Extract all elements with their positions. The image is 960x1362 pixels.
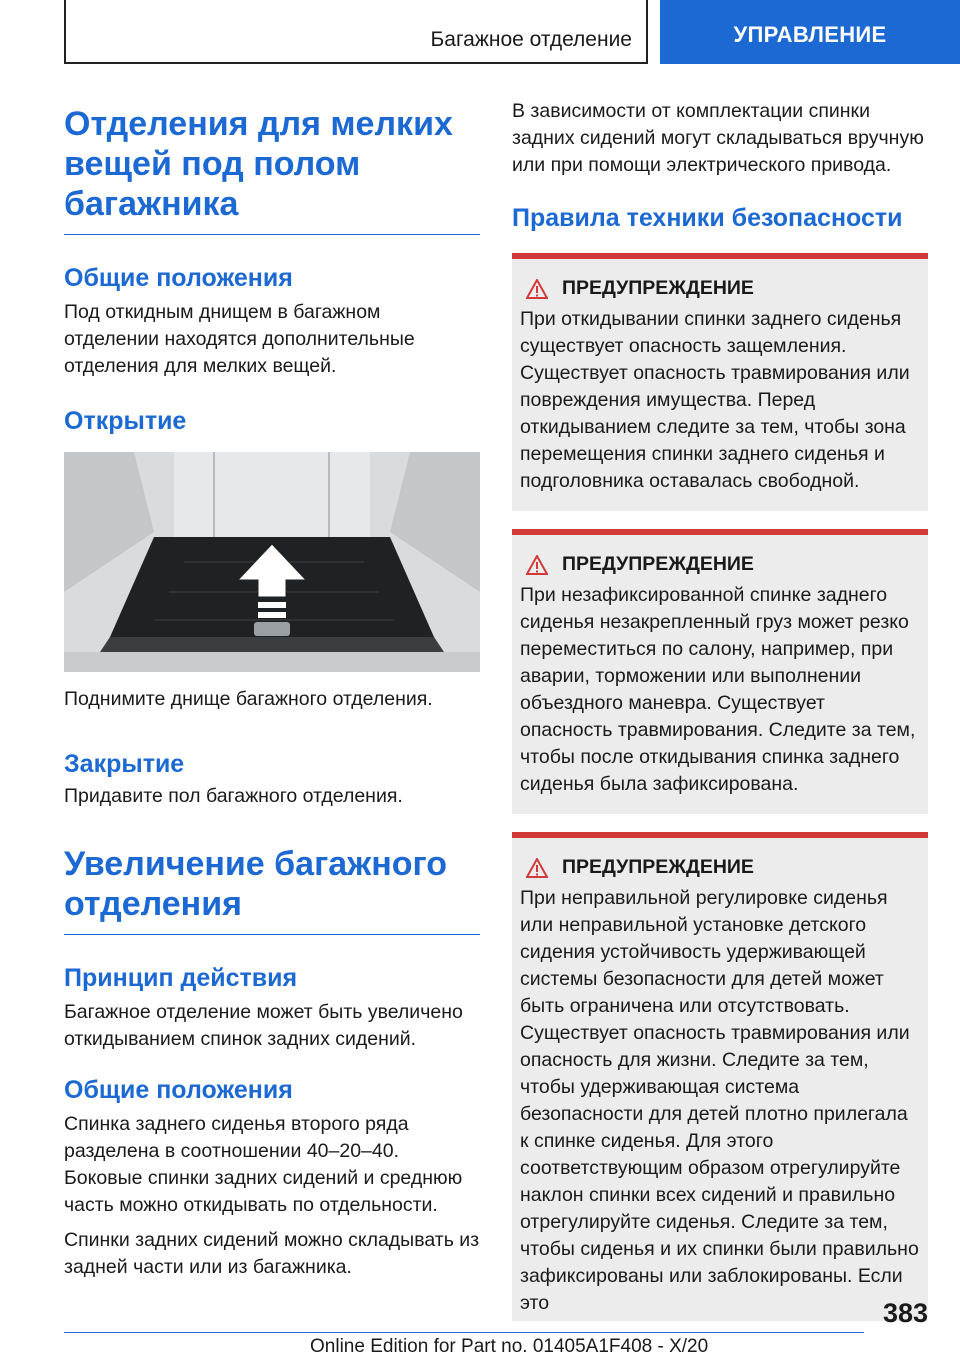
warning-text-2: При незафиксированной спинке заднего сиденья незакрепленный груз может резко переместиться по салону, например, при аварии, торможении или выполнении объездного маневра. Существует опасность травмирования. Следите за тем, чтобы после откидывания спинка заднего сиденья была зафиксирована. <box>520 584 916 795</box>
heading-safety: Правила техники безопасности <box>512 204 903 232</box>
warning-box-2 <box>512 529 928 814</box>
trunk-illustration <box>64 452 480 672</box>
warning-triangle-icon <box>526 279 548 299</box>
heading-closing: Закрытие <box>64 750 185 778</box>
footer-edition: Online Edition for Part no. 01405A1F408 - X/20 <box>310 1336 709 1357</box>
left-column <box>64 104 480 1281</box>
warning-text-1: При откидывании спинки заднего сиденья существует опасность защемления. Существует опасность травмирования или повреждения имущества. Перед откидыванием следите за тем, чтобы зона перемещения спинки заднего сиденья и подголовника оставалась свободной. <box>520 308 910 492</box>
heading-general: Общие положения <box>64 264 293 292</box>
text-general-2b: Спинки задних сидений можно складывать из задней части или из багажника. <box>64 1229 480 1278</box>
header-section-title: Багажное отделение <box>430 28 632 51</box>
text-general: Под откидным днищем в багажном отделении находятся дополнительные отделения для мелких вещей. <box>64 301 415 377</box>
warning-box-3 <box>512 832 928 1321</box>
warning-triangle-icon <box>526 555 548 575</box>
text-principle: Багажное отделение может быть увеличено откидыванием спинок задних сидений. <box>64 1001 463 1050</box>
warning-triangle-icon <box>526 858 548 878</box>
warning-label-3: ПРЕДУПРЕЖДЕНИЕ <box>562 856 754 878</box>
heading-enlarging-trunk: Увеличение багажного отделения <box>64 844 480 935</box>
warning-title-3 <box>526 856 920 879</box>
footer-divider <box>64 1332 864 1333</box>
header-frame <box>64 0 648 64</box>
warning-title-2 <box>526 553 920 576</box>
heading-principle: Принцип действия <box>64 964 298 992</box>
warning-text-3: При неправильной регулировке сиденья или неправильной установке детского сидения устойчивость удерживающей системы безопасности для детей может быть ограничена или отсутствовать. Существует опасность травмирования или опасность для жизни. Следите за тем, чтобы удерживающая система безопасности для детей плотно прилегала к спинке сиденья. Для этого соответствующим образом отрегулируйте наклон спинки всех сидений и правильно отрегулируйте сиденья. Следите за тем, чтобы сиденья и их спинки были правильно зафиксированы или заблокированы. Если это <box>520 887 919 1314</box>
warning-label-2: ПРЕДУПРЕЖДЕНИЕ <box>562 553 754 575</box>
heading-small-compartments: Отделения для мелких вещей под полом багажника <box>64 104 480 235</box>
header-chapter-tab[interactable]: УПРАВЛЕНИЕ <box>660 0 960 64</box>
warning-label-1: ПРЕДУПРЕЖДЕНИЕ <box>562 277 754 299</box>
text-general-2a: Спинка заднего сиденья второго ряда разделена в соотношении 40–20–40. Боковые спинки задних сидений и среднюю часть можно откидывать по отдельности. <box>64 1113 463 1216</box>
warning-title-1 <box>526 277 920 300</box>
right-column <box>512 98 928 1321</box>
warning-box-1 <box>512 253 928 511</box>
text-closing: Придавите пол багажного отделения. <box>64 785 403 807</box>
trunk-floor-photo <box>64 452 480 672</box>
text-intro: В зависимости от комплектации спинки задних сидений могут складываться вручную или при помощи электрического привода. <box>512 100 924 176</box>
text-opening: Поднимите днище багажного отделения. <box>64 688 433 710</box>
heading-general-2: Общие положения <box>64 1076 293 1104</box>
heading-opening: Открытие <box>64 407 187 435</box>
page-number: 383 <box>882 1298 928 1328</box>
